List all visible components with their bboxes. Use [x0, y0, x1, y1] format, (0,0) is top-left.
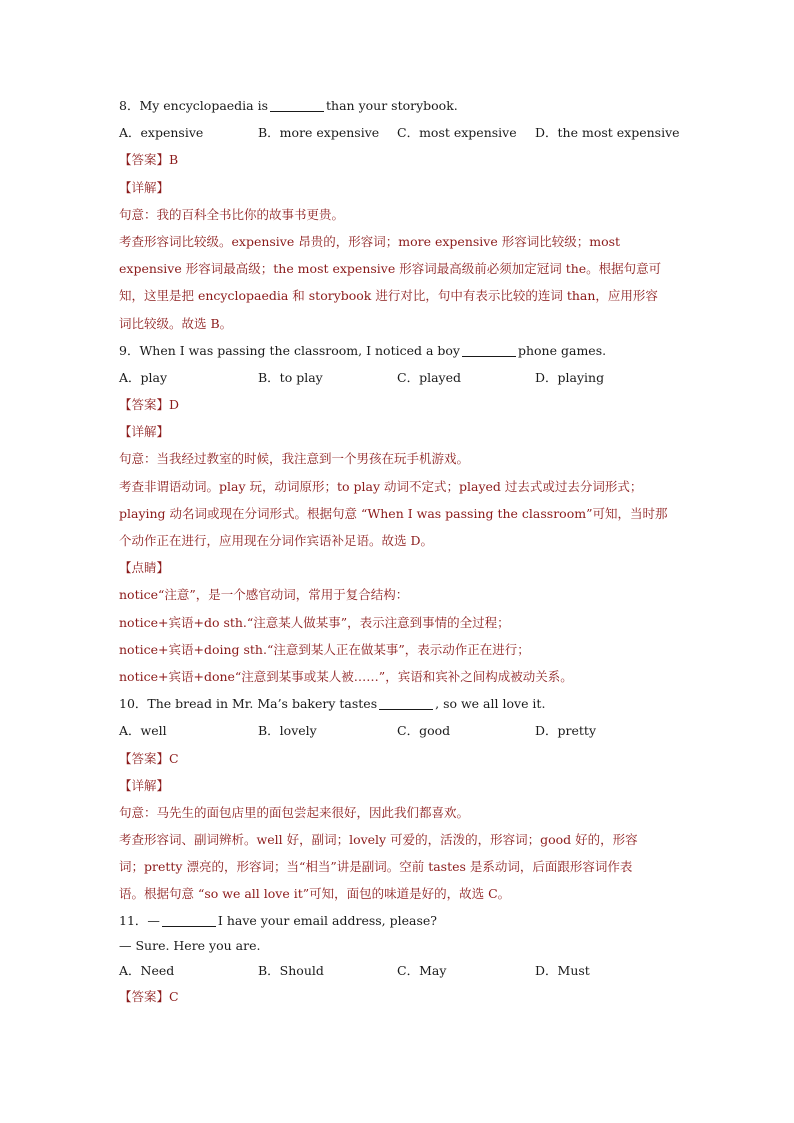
- answer-label: 【答案】C: [119, 988, 179, 1004]
- explanation-line: 考查形容词、副词辨析。well 好，副词；lovely 可爱的，活泼的，形容词；good 好的，形容: [119, 832, 638, 848]
- tip-line: notice+宾语+doing sth.“注意到某人正在做某事”，表示动作正在进行；: [119, 641, 530, 657]
- tip-label: 【点睛】: [119, 560, 170, 576]
- answer-key-content: [119, 92, 679, 1010]
- answer-blank: [462, 343, 516, 357]
- explanation-line: 个动作正在进行，应用现在分词作宾语补足语。故选 D。: [119, 533, 433, 548]
- answer-label: 【答案】D: [119, 397, 180, 413]
- detail-label: 【详解】: [119, 777, 170, 793]
- option-b: B．lovely: [258, 723, 317, 739]
- question-9-options: [119, 364, 679, 391]
- option-c: C．May: [397, 962, 447, 978]
- explanation-line: expensive 形容词最高级；the most expensive 形容词最高级前必须加定冠词 the。根据句意可: [119, 261, 662, 277]
- explanation-line: 语。根据句意 “so we all love it”可知，面包的味道是好的，故选 C。: [119, 886, 511, 902]
- question-8: 8．My encyclopaedia is than your storybook.: [119, 98, 458, 113]
- option-a: A．well: [119, 723, 167, 739]
- answer-blank: [379, 696, 433, 710]
- question-11-reply: — Sure. Here you are.: [119, 937, 261, 953]
- explanation-line: playing 动名词或现在分词形式。根据句意 “When I was passing the classroom”可知，当时那: [119, 505, 668, 521]
- option-d: D．playing: [535, 369, 605, 385]
- sentence-meaning: 句意：当我经过教室的时候，我注意到一个男孩在玩手机游戏。: [119, 451, 470, 467]
- question-11-options: [119, 958, 679, 983]
- question-9: 9．When I was passing the classroom, I noticed a boy phone games.: [119, 342, 607, 358]
- answer-label: 【答案】B: [119, 152, 179, 168]
- explanation-line: 词；pretty 漂亮的，形容词；当“相当”讲是副词。空前 tastes 是系动词，后面跟形容词作表: [119, 859, 633, 875]
- option-a: A．expensive: [119, 125, 204, 141]
- answer-blank: [270, 98, 324, 112]
- explanation-line: 考查形容词比较级。expensive 昂贵的，形容词；more expensive 形容词比较级；most: [119, 233, 621, 249]
- option-b: B．more expensive: [258, 125, 380, 141]
- answer-label: 【答案】C: [119, 750, 179, 766]
- tip-line: notice+宾语+done“注意到某事或某人被……”，宾语和宾补之间构成被动关系。: [119, 668, 573, 684]
- explanation-line: 考查非谓语动词。play 玩，动词原形；to play 动词不定式；played 过去式或过去分词形式；: [119, 478, 643, 494]
- option-d: D．the most expensive: [535, 125, 680, 141]
- option-c: C．most expensive: [397, 125, 517, 141]
- sentence-meaning: 句意：马先生的面包店里的面包尝起来很好，因此我们都喜欢。: [119, 804, 470, 820]
- explanation-line: 知，这里是把 encyclopaedia 和 storybook 进行对比，句中有表示比较的连词 than，应用形容: [119, 288, 658, 304]
- sentence-meaning: 句意：我的百科全书比你的故事书更贵。: [119, 206, 345, 222]
- question-10-options: [119, 717, 679, 744]
- explanation-line: 词比较级。故选 B。: [119, 315, 233, 331]
- question-11: 11．— I have your email address, please?: [119, 912, 437, 928]
- question-10: 10．The bread in Mr. Ma’s bakery tastes , so we all love it.: [119, 696, 546, 712]
- option-d: D．pretty: [535, 723, 597, 739]
- option-a: A．Need: [119, 962, 175, 978]
- option-b: B．to play: [258, 369, 323, 385]
- option-c: C．good: [397, 723, 451, 739]
- question-8-options: [119, 119, 679, 146]
- tip-line: notice“注意”，是一个感官动词，常用于复合结构：: [119, 587, 409, 603]
- tip-line: notice+宾语+do sth.“注意某人做某事”，表示注意到事情的全过程；: [119, 614, 510, 630]
- detail-label: 【详解】: [119, 179, 170, 195]
- option-a: A．play: [119, 369, 168, 385]
- answer-blank: [162, 913, 216, 927]
- option-d: D．Must: [535, 962, 590, 978]
- detail-label: 【详解】: [119, 424, 170, 440]
- option-b: B．Should: [258, 962, 324, 978]
- option-c: C．played: [397, 369, 461, 385]
